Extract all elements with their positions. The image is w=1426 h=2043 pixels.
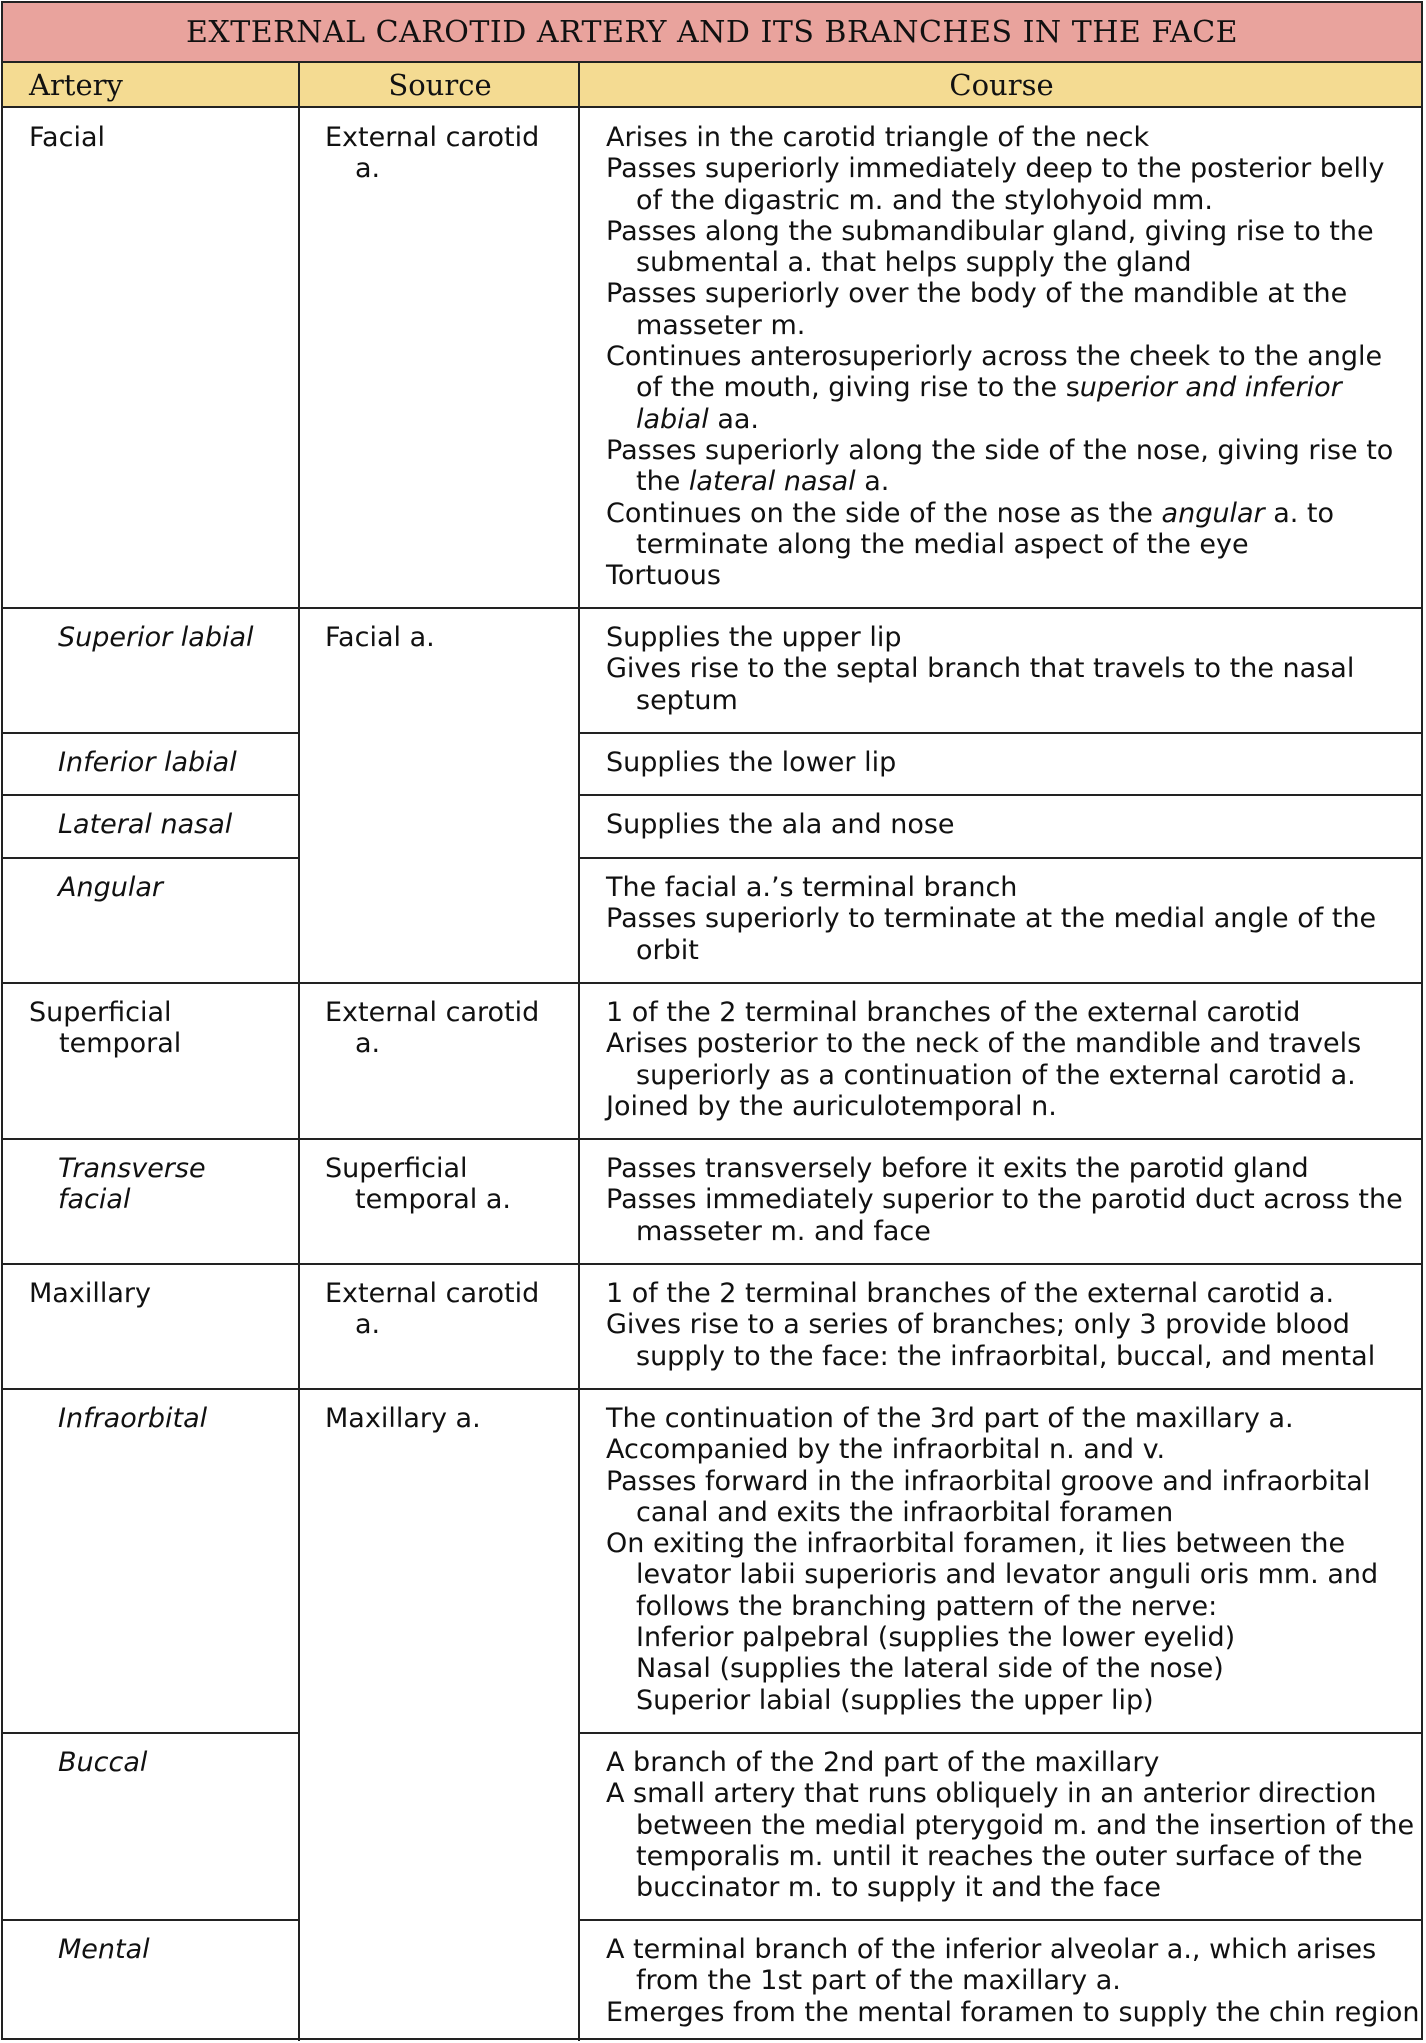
row-divider <box>3 732 298 734</box>
course-mental: A terminal branch of the inferior alveolar a., which arises from the 1st part of the maxillary a. Emerges from the mental foramen to supply the chin region <box>606 1934 1420 2028</box>
source-transverse-facial: Superficial temporal a. <box>325 1153 512 1216</box>
row-divider <box>3 982 1421 984</box>
column-header-course: Course <box>949 67 1054 102</box>
artery-infraorbital: Infraorbital <box>58 1403 208 1434</box>
column-header-artery: Artery <box>29 67 123 102</box>
artery-angular: Angular <box>58 872 163 903</box>
row-divider <box>3 1138 1421 1140</box>
artery-inferior-labial: Inferior labial <box>58 747 237 778</box>
course-maxillary: 1 of the 2 terminal branches of the external carotid a. Gives rise to a series of branches; only 3 provide blood supply to the face: the infraorbital, buccal, and mental <box>606 1278 1376 1372</box>
row-divider <box>578 732 1421 734</box>
row-divider <box>578 1919 1421 1921</box>
row-divider <box>3 857 298 859</box>
course-infraorbital: The continuation of the 3rd part of the maxillary a. Accompanied by the infraorbital n. and v. Passes forward in the infraorbital groove and infraorbital canal and exits the infraorbital foramen On exiting the infraorbital foramen, it lies between the levator labii superioris and levator anguli oris mm. and follows the branching pattern of the nerve: Inferior palpebral (supplies the lower eyelid) Nasal (supplies the lateral side of the nose) Superior labial (supplies the upper lip) <box>606 1403 1379 1716</box>
column-header-source: Source <box>388 67 492 102</box>
table-title: EXTERNAL CAROTID ARTERY AND ITS BRANCHES IN THE FACE <box>3 3 1421 63</box>
source-facial: External carotid a. <box>325 122 540 185</box>
artery-mental: Mental <box>58 1934 150 1965</box>
course-transverse-facial: Passes transversely before it exits the parotid gland Passes immediately superior to the parotid duct across the masseter m. and face <box>606 1153 1403 1247</box>
table-header <box>3 63 1421 108</box>
row-divider <box>3 794 298 796</box>
artery-buccal: Buccal <box>58 1747 148 1778</box>
source-infraorbital: Maxillary a. <box>325 1403 481 1434</box>
row-divider <box>578 1732 1421 1734</box>
source-superior-labial: Facial a. <box>325 622 435 653</box>
row-divider <box>3 1388 1421 1390</box>
course-superior-labial: Supplies the upper lip Gives rise to the septal branch that travels to the nasal septum <box>606 622 1355 716</box>
table-frame <box>1 1 1423 2040</box>
row-divider <box>578 857 1421 859</box>
course-superficial-temporal: 1 of the 2 terminal branches of the external carotid Arises posterior to the neck of the mandible and travels superiorly as a continuation of the external carotid a. Joined by the auriculotemporal n. <box>606 997 1362 1122</box>
course-buccal: A branch of the 2nd part of the maxillary A small artery that runs obliquely in an anterior direction between the medial pterygoid m. and the insertion of the temporalis m. until it reaches the outer surface of the buccinator m. to supply it and the face <box>606 1747 1415 1904</box>
course-lateral-nasal: Supplies the ala and nose <box>606 809 955 840</box>
artery-facial: Facial <box>29 122 105 153</box>
course-angular: The facial a.’s terminal branch Passes superiorly to terminate at the medial angle of the orbit <box>606 872 1377 966</box>
artery-superior-labial: Superior labial <box>58 622 254 653</box>
course-facial: Arises in the carotid triangle of the neck Passes superiorly immediately deep to the posterior belly of the digastric m. and the stylohyoid mm. Passes along the submandibular gland, giving rise to the submental a. that helps supply the gland Passes superiorly over the body of the mandible at the masseter m. Continues anterosuperiorly across the cheek to the angle of the mouth, giving rise to the superior and inferior labial aa. Passes superiorly along the side of the nose, giving rise to the lateral nasal a. Continues on the side of the nose as the angular a. to terminate along the medial aspect of the eye Tortuous <box>606 122 1394 592</box>
artery-lateral-nasal: Lateral nasal <box>58 809 233 840</box>
source-superficial-temporal: External carotid a. <box>325 997 540 1060</box>
row-divider <box>3 607 1421 609</box>
row-divider <box>3 1263 1421 1265</box>
source-maxillary: External carotid a. <box>325 1278 540 1341</box>
column-divider <box>578 63 580 2041</box>
artery-superficial-temporal: Superficial temporal <box>29 997 182 1060</box>
artery-transverse-facial: Transverse facial <box>58 1153 206 1216</box>
artery-maxillary: Maxillary <box>29 1278 151 1309</box>
row-divider <box>578 794 1421 796</box>
column-divider <box>298 63 300 2041</box>
row-divider <box>3 1919 298 1921</box>
course-inferior-labial: Supplies the lower lip <box>606 747 897 778</box>
row-divider <box>3 1732 298 1734</box>
